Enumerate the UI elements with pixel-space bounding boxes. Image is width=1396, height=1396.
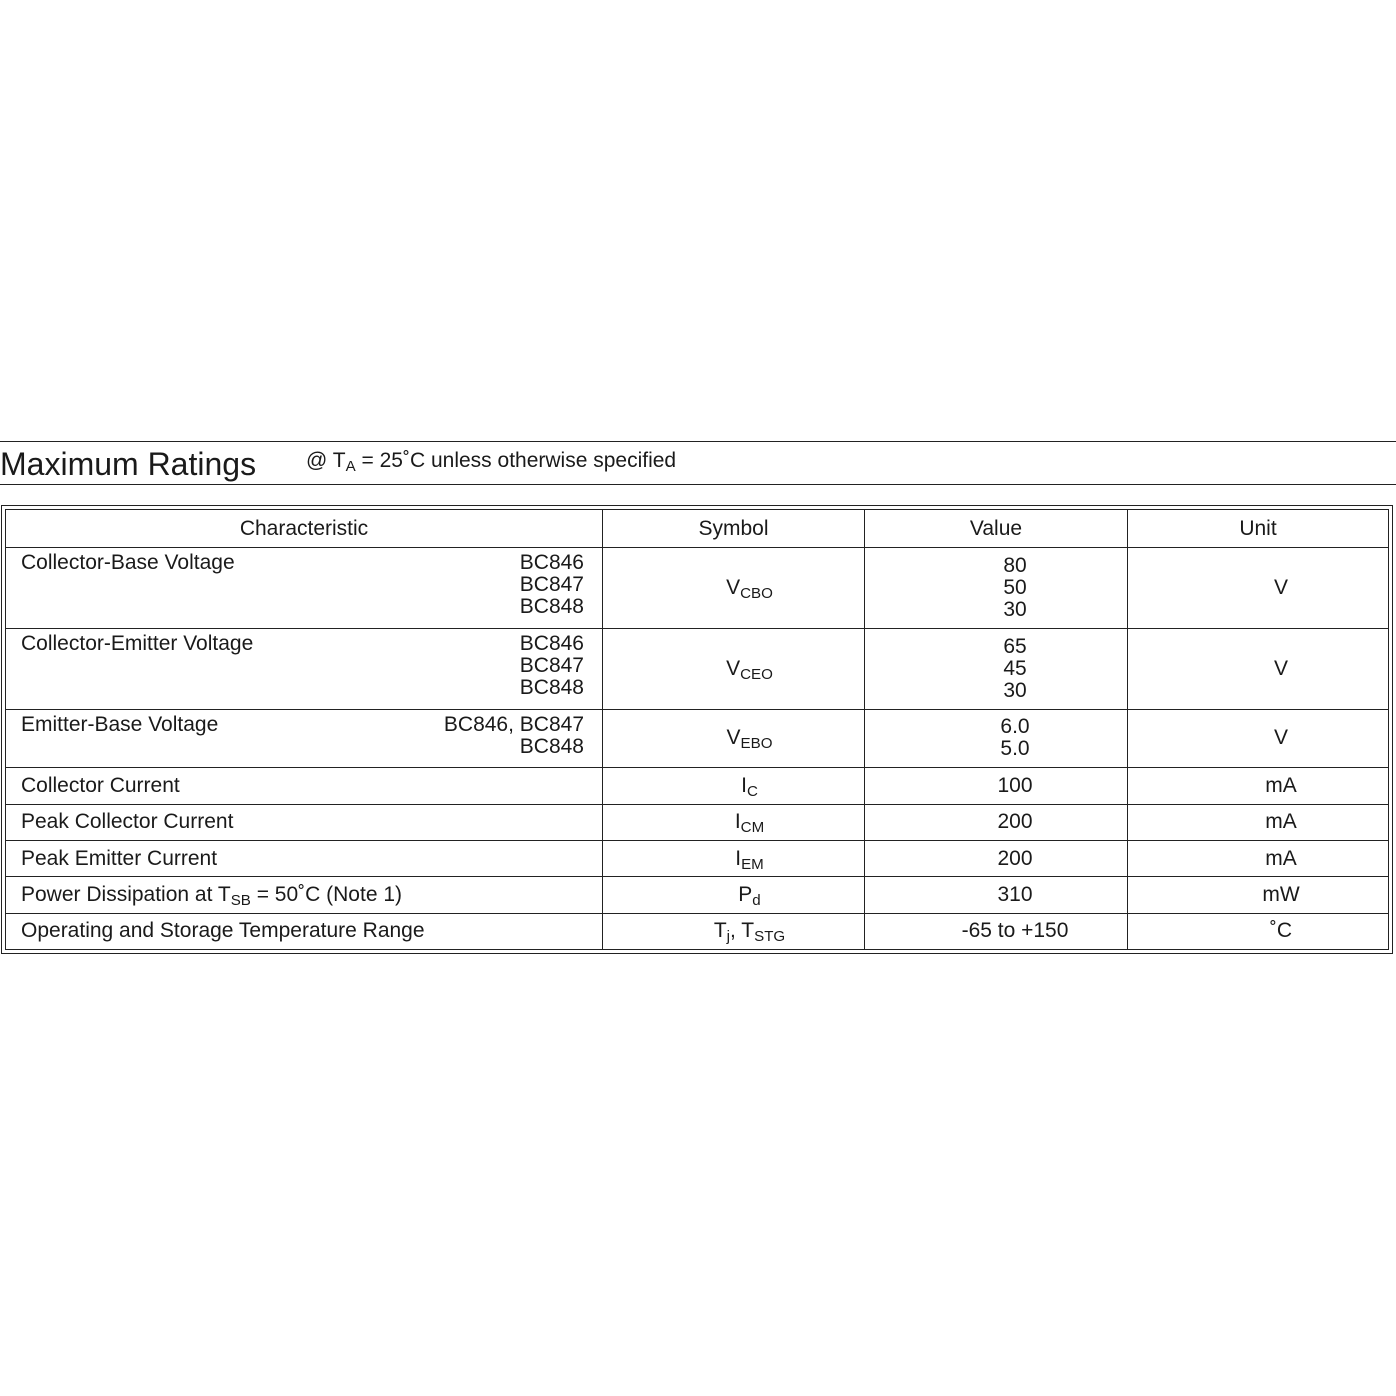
symbol-main: I xyxy=(741,773,747,797)
title-bottom-rule xyxy=(0,484,1396,485)
value: 310 xyxy=(997,882,1033,906)
symbol-main: V xyxy=(726,726,741,750)
characteristic-label: Collector-Emitter Voltage xyxy=(21,631,254,655)
characteristic-label: Peak Collector Current xyxy=(21,810,234,834)
condition-subscript: A xyxy=(345,458,356,476)
header-unit: Unit xyxy=(1128,510,1389,548)
value: 65 xyxy=(1003,634,1027,658)
characteristic-cell xyxy=(6,628,603,709)
device-variants xyxy=(444,714,584,758)
value: 5.0 xyxy=(1000,737,1030,761)
table-row xyxy=(6,804,1389,840)
unit: mW xyxy=(1262,882,1300,906)
unit: mA xyxy=(1265,846,1297,870)
value-cell xyxy=(865,709,1128,768)
ratings-table xyxy=(5,509,1389,950)
value-cell xyxy=(865,548,1128,629)
value-cell xyxy=(865,804,1128,840)
symbol-cell xyxy=(603,804,865,840)
unit: mA xyxy=(1265,773,1297,797)
symbol-main: I xyxy=(734,810,741,834)
symbol-cell xyxy=(603,913,865,949)
characteristic-label: Collector Current xyxy=(21,773,180,797)
symbol-subscript: CM xyxy=(740,819,765,837)
value: 45 xyxy=(1003,656,1027,680)
characteristic-cell xyxy=(6,548,603,629)
table-row xyxy=(6,548,1389,629)
header-characteristic: Characteristic xyxy=(6,510,603,548)
characteristic-cell xyxy=(6,840,603,876)
value: 200 xyxy=(997,810,1033,834)
table-row xyxy=(6,768,1389,804)
symbol-subscript: d xyxy=(752,892,761,910)
value-cell xyxy=(865,913,1128,949)
value-cell xyxy=(865,840,1128,876)
value: 50 xyxy=(1003,575,1027,599)
symbol-subscript-2: STG xyxy=(754,928,786,946)
characteristic-cell xyxy=(6,877,603,913)
section-condition xyxy=(306,448,676,474)
device-variants xyxy=(520,633,584,699)
unit-cell xyxy=(1128,709,1389,768)
symbol-subscript: j xyxy=(726,928,730,946)
unit: V xyxy=(1273,726,1288,750)
variant: BC848 xyxy=(519,734,584,758)
unit: V xyxy=(1273,656,1288,680)
symbol-cell xyxy=(603,709,865,768)
symbol-cell xyxy=(603,768,865,804)
characteristic-prefix: Power Dissipation at T xyxy=(21,882,231,906)
value-cell xyxy=(865,628,1128,709)
characteristic-cell xyxy=(6,768,603,804)
unit: mA xyxy=(1265,810,1297,834)
symbol-mid: , T xyxy=(730,919,755,943)
header-value: Value xyxy=(865,510,1128,548)
section-heading: Maximum Ratings xyxy=(0,446,257,482)
characteristic-label: Collector-Base Voltage xyxy=(21,551,235,574)
symbol-main: P xyxy=(738,882,753,906)
symbol-cell xyxy=(603,877,865,913)
variant: BC847 xyxy=(519,573,584,596)
variant: BC846 xyxy=(519,551,584,574)
unit-cell xyxy=(1128,768,1389,804)
characteristic-label: Operating and Storage Temperature Range xyxy=(21,919,425,943)
symbol-cell xyxy=(603,548,865,629)
symbol-main: V xyxy=(726,575,741,599)
characteristic-cell xyxy=(6,709,603,768)
unit: V xyxy=(1273,575,1288,599)
value: -65 to +150 xyxy=(961,919,1069,943)
value-cell xyxy=(865,768,1128,804)
symbol-main: V xyxy=(726,656,741,680)
characteristic-label: Peak Emitter Current xyxy=(21,846,218,870)
symbol-subscript: CBO xyxy=(740,585,773,603)
device-variants xyxy=(520,552,584,618)
characteristic-suffix: = 50˚C (Note 1) xyxy=(250,882,403,906)
value-cell xyxy=(865,877,1128,913)
symbol-subscript: C xyxy=(746,783,758,801)
table-row xyxy=(6,628,1389,709)
condition-prefix: @ T xyxy=(306,449,346,472)
variant: BC848 xyxy=(519,675,584,699)
symbol-subscript: EBO xyxy=(740,735,773,753)
unit-cell xyxy=(1128,840,1389,876)
variant: BC846, BC847 xyxy=(443,712,584,736)
symbol-subscript: CEO xyxy=(740,665,773,683)
unit-cell xyxy=(1128,804,1389,840)
unit-cell xyxy=(1128,548,1389,629)
symbol-main: I xyxy=(735,846,742,870)
unit-cell xyxy=(1128,913,1389,949)
variant: BC846 xyxy=(519,631,584,655)
value: 6.0 xyxy=(1000,715,1030,739)
header-symbol: Symbol xyxy=(603,510,865,548)
unit-cell xyxy=(1128,628,1389,709)
table-row xyxy=(6,913,1389,949)
unit: ˚C xyxy=(1269,919,1293,943)
title-top-rule xyxy=(0,441,1396,442)
characteristic-subscript: SB xyxy=(230,892,251,910)
value: 30 xyxy=(1003,597,1027,621)
ratings-table-frame xyxy=(1,505,1393,954)
variant: BC847 xyxy=(519,653,584,677)
table-row xyxy=(6,709,1389,768)
table-row xyxy=(6,840,1389,876)
table-row xyxy=(6,877,1389,913)
condition-suffix: = 25˚C unless otherwise specified xyxy=(355,449,677,472)
value: 200 xyxy=(997,846,1033,870)
unit-cell xyxy=(1128,877,1389,913)
variant: BC848 xyxy=(519,595,584,618)
characteristic-cell xyxy=(6,804,603,840)
characteristic-label: Emitter-Base Voltage xyxy=(21,712,219,736)
value: 100 xyxy=(997,773,1033,797)
value: 80 xyxy=(1003,553,1027,577)
symbol-cell xyxy=(603,840,865,876)
characteristic-cell xyxy=(6,913,603,949)
symbol-main: T xyxy=(713,919,727,943)
symbol-subscript: EM xyxy=(741,855,764,873)
table-header-row xyxy=(6,510,1389,548)
value: 30 xyxy=(1003,678,1027,702)
symbol-cell xyxy=(603,628,865,709)
